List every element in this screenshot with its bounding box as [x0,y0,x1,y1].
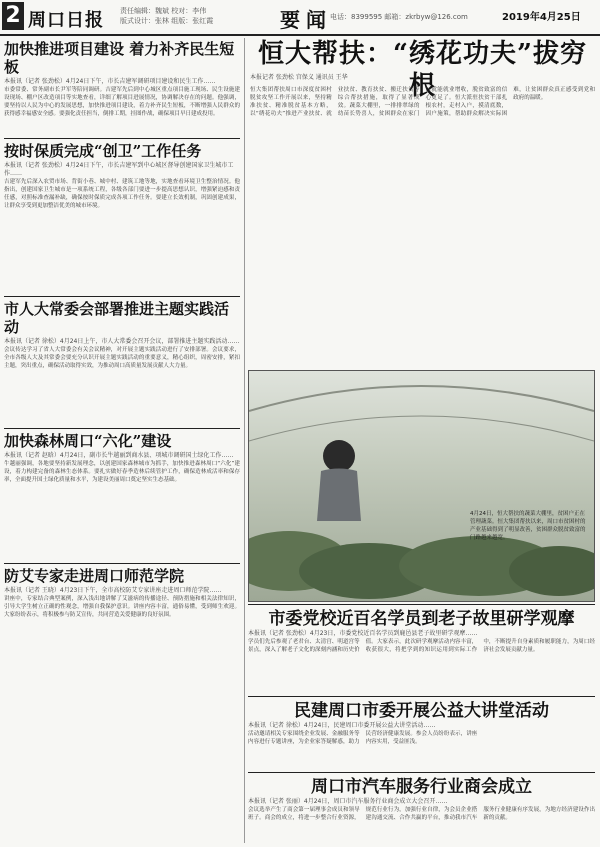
issue-date: 2019年4月25日 [502,12,581,23]
article-body: 活动邀请相关专家围绕企业发展、金融服务等内容进行专题讲座，为企业家答疑解惑，助力民营经济健康发展。参会人员纷纷表示，讲座内容实用，受益匪浅。 [248,731,478,745]
feature-photo [248,370,595,602]
article-body: 学员们先后参观了老君台、太清宫、明道宫等景点，深入了解老子文化的深刻内涵和历史价值。大家表示，此次研学观摩活动内容丰富，收获很大，将把学到的知识运用到实际工作中，不断提升自身素质和履职能力，为周口经济社会发展贡献力量。 [248,639,595,653]
article-headline: 市委党校近百名学员到老子故里研学观摩 [268,609,575,629]
article [4,567,240,843]
divider [4,296,240,297]
editor-meta [120,6,280,26]
divider [248,604,595,605]
editor-line: 责任编辑：魏斌 校对：李伟 [120,7,207,15]
article [4,40,240,134]
article-byline: 本报讯（记者 王晓）4月23日下午，全市高校防艾专家讲座走进周口师范学院…… [4,587,222,594]
article-headline: 加快森林周口“六化”建设 [4,432,172,450]
article-byline: 本报讯（记者 徐松）4月24日上午，市人大常委会召开会议，部署推进主题实践活动…… [4,338,240,345]
main-body: 恒大集团帮扶周口市深度贫困村脱贫攻坚工作开展以来，坚持精准扶贫、精准脱贫基本方略，以“绣花功夫”推进产业扶贫、就业扶贫、教育扶贫、搬迁扶贫等综合帮扶措施，取得了显著成效。蔬菜大棚里，一排排翠绿的幼苗长势喜人，贫困群众在家门口就能就业增收，脱贫致富的信心更足了。恒大派驻扶贫干部扎根农村，走村入户，摸清底数，因户施策，帮助群众解决实际困难，让贫困群众真正感受到党和政府的温暖。 [250,87,595,117]
article-byline: 本报讯（记者 张劲松）4月24日下午，市长吉建军调研项目建设和民生工作…… [4,78,216,85]
divider [248,772,595,773]
article-body: 市委常委、常务副市长尹军等陪同调研。吉建军先后到中心城区重点项目施工现场、民生设施建设现场、棚户区改造项目等实地查看，详细了解项目进展情况，协调解决存在的问题。他强调，要坚持以人民为中心的发展思想，加快推进项目建设，着力补齐民生短板，不断增强人民群众的获得感幸福感安全感。要强化责任担当，倒排工期，挂图作战，确保项目早日建成投用。 [4,87,240,117]
article [4,300,240,425]
article-byline: 本报讯（记者 张劲松）4月23日，市委党校近百名学员到鹿邑县老子故里研学观摩…… [248,630,478,637]
article-headline: 按时保质完成“创卫”工作任务 [4,142,202,160]
editor-line: 版式设计：张林 组版：张红霞 [120,17,214,25]
article [4,432,240,560]
article [248,608,595,694]
divider [4,428,240,429]
article-headline: 防艾专家走进周口师范学院 [4,567,185,585]
newspaper-name: 周口日报 [28,10,104,31]
header-contact: 电话：8399595 邮箱：zkrbyw@126.com [330,13,468,21]
divider [4,138,240,139]
article [4,142,240,292]
article-body: 吉建军先后深入农贸市场、背街小巷、城中村、建筑工地等地，实地查看环境卫生整治情况。他指出，创建国家卫生城市是一项系统工程，各级各部门要进一步提高思想认识，增强紧迫感和责任感，对照标准查漏补缺，确保按时保质完成各项工作任务。要建立长效机制，巩固创建成果，让群众享受到更加整洁优美的城市环境。 [4,179,240,209]
article-byline: 本报讯（记者 张劲松）4月24日下午，市长吉建军到中心城区督导创建国家卫生城市工作…… [4,162,234,177]
article-body: 会议选举产生了商会第一届理事会成员和领导班子。商会的成立，将进一步整合行业资源，规范行业行为，加强行业自律，为会员企业搭建沟通交流、合作共赢的平台，推动我市汽车服务行业健康有序发展，为地方经济建设作出新的贡献。 [248,807,595,821]
article [248,776,595,844]
article-headline: 周口市汽车服务行业商会成立 [311,777,532,797]
photo-caption: 4月24日，恒大帮扶的蔬菜大棚里，贫困户正在管理蔬菜。恒大集团帮扶以来，周口市贫困村的产业基础得到了明显改善，贫困群众脱贫致富的门路越来越宽。 [470,511,586,541]
column-divider [244,38,245,843]
divider [248,696,595,697]
article-headline: 加快推进项目建设 着力补齐民生短板 [4,40,235,76]
page-number: 2 [2,2,24,30]
divider [4,563,240,564]
article-byline: 本报讯（记者 赵晗）4月24日，副市长牛越丽到商水县、项城市调研国土绿化工作…… [4,452,234,459]
main-headline: 恒大帮扶：“绣花功夫”拔穷根 [258,39,587,101]
article-headline: 民建周口市委开展公益大讲堂活动 [294,701,549,721]
article-byline: 本报讯（记者 徐松）4月24日，民建周口市委开展公益大讲堂活动…… [248,722,436,729]
article-body: 讲座中，专家结合典型案例，深入浅出地讲解了艾滋病的传播途径、预防措施和相关法律知识，引导大学生树立正确的性观念，增强自我保护意识。讲座内容丰富，通俗易懂，受到师生欢迎。大家纷纷表示，将积极参与防艾宣传，共同营造关爱健康的良好氛围。 [4,596,240,618]
section-title: 要闻 [280,8,332,32]
article-body: 牛越丽强调，各地要坚持新发展理念，以创建国家森林城市为抓手，加快推进森林周口“六化”建设，着力构建完备的森林生态体系。要扎实做好春季造林后续管护工作，确保造林成活率和保存率，全面提升国土绿化质量和水平，为建设美丽周口奠定坚实生态基础。 [4,461,240,483]
article [248,700,595,770]
article-byline: 本报讯（记者 张丽）4月24日，周口市汽车服务行业商会成立大会召开…… [248,798,448,805]
article-headline: 市人大常委会部署推进主题实践活动 [4,300,230,336]
greenhouse-image [249,371,594,601]
article-body: 会议传达学习了省人大常委会有关会议精神，对开展主题实践活动进行了安排部署。会议要求，全市各级人大及其常委会要充分认识开展主题实践活动的重要意义，精心组织，周密安排，紧扣主题，突出重点，确保活动取得实效，为推动周口高质量发展贡献人大力量。 [4,347,240,369]
main-byline: 本报记者 张劲松 宫保义 通讯员 王华 [250,74,348,81]
